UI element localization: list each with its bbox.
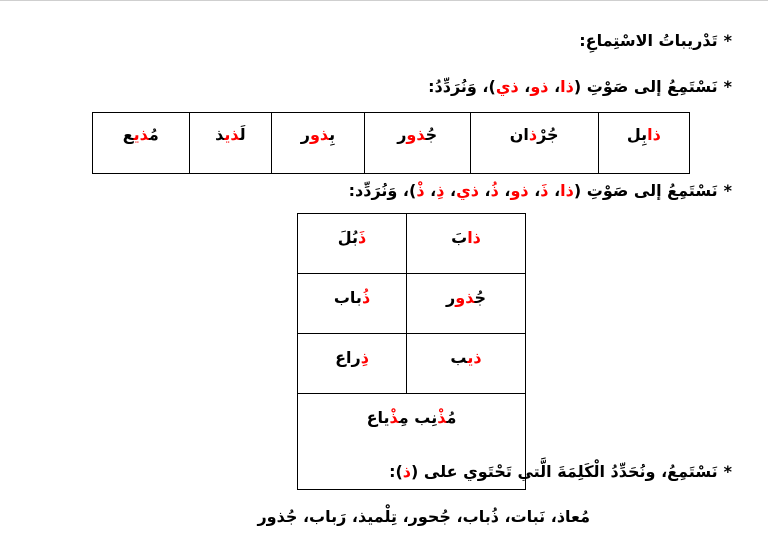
sound-6: ذِ bbox=[436, 181, 445, 200]
bullet-star: * bbox=[723, 462, 732, 481]
word-cell: ذابِل bbox=[598, 113, 689, 174]
table-row bbox=[298, 334, 526, 394]
word-cell: ذِراع bbox=[298, 334, 407, 394]
bullet-star: * bbox=[723, 31, 732, 50]
target-letter: ذ bbox=[402, 462, 411, 481]
sound-5: ذي bbox=[456, 181, 479, 200]
sound-7: ذْ bbox=[416, 181, 425, 200]
word-cell: جُذور bbox=[407, 274, 526, 334]
sound-1: ذا bbox=[560, 77, 574, 96]
word-cell: مُذيع bbox=[93, 113, 190, 174]
word-cell: بِذور bbox=[272, 113, 364, 174]
bullet-star: * bbox=[723, 181, 732, 200]
word-cell: لَذيذ bbox=[189, 113, 272, 174]
exercise-3-word-list: مُعاذ، نَبات، ذُباب، جُحور، تِلْميذ، رَباب، جُذور bbox=[257, 507, 590, 526]
table-row bbox=[93, 113, 690, 174]
bullet-star: * bbox=[723, 77, 732, 96]
exercise-1-instruction: *نَسْتَمِعُ إلى صَوْتِ (ذا، ذو، ذي)، وَنُرَدِّدُ: bbox=[428, 77, 732, 96]
exercise-2-instruction: *نَسْتَمِعُ إلى صَوْتِ (ذا، ذَ، ذو، ذُ، ذي، ذِ، ذْ)، وَنُرَدِّد: bbox=[348, 181, 732, 200]
sound-2: ذو bbox=[530, 77, 549, 96]
exercise-2-word-grid bbox=[297, 213, 526, 490]
word-cell: جُرْذان bbox=[470, 113, 598, 174]
word-cell: ذُباب bbox=[298, 274, 407, 334]
sound-3: ذي bbox=[495, 77, 519, 96]
table-row bbox=[298, 274, 526, 334]
word-cell: ذابَ bbox=[407, 214, 526, 274]
exercise-1-word-table bbox=[92, 112, 690, 174]
sound-2: ذَ bbox=[540, 181, 549, 200]
section-heading bbox=[579, 31, 732, 50]
heading-text: تَدْريباتُ الاسْتِماعِ: bbox=[579, 31, 718, 50]
word-cell: ذَبُلَ bbox=[298, 214, 407, 274]
table-row bbox=[298, 214, 526, 274]
word-cell-wide: مُذْنِب مِذْياع bbox=[298, 394, 526, 490]
sound-4: ذُ bbox=[490, 181, 499, 200]
exercise-3-instruction: *نَسْتَمِعُ، ونُحَدِّدُ الْكَلِمَةَ الَّتي تَحْتَوي على (ذ): bbox=[389, 462, 732, 481]
sound-1: ذا bbox=[560, 181, 574, 200]
word-cell: جُذور bbox=[364, 113, 470, 174]
word-cell: ذيب bbox=[407, 334, 526, 394]
sound-3: ذو bbox=[510, 181, 529, 200]
